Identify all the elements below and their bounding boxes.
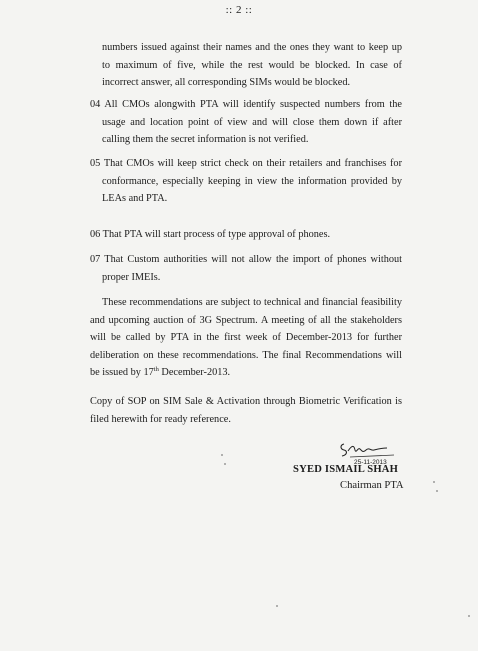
signature-date: 25-11-2013: [354, 459, 387, 466]
scan-speck: [436, 490, 438, 492]
paragraph-recommendations: [90, 294, 402, 382]
text-line: LEAs and PTA.: [102, 193, 168, 204]
text-line-last: [90, 364, 402, 382]
text-line: calling them the secret information is not verified.: [102, 134, 309, 145]
text-line: Copy of SOP on SIM Sale & Activation through Biometric Verification is: [90, 396, 402, 407]
text-line: to maximum of five, while the rest would be blocked. In case of: [102, 59, 402, 71]
text-line: These recommendations are subject to technical and financial feasibility: [102, 297, 402, 308]
text-fragment: December-2013.: [158, 367, 231, 378]
text-line: numbers issued against their names and the ones they want to keep up: [102, 42, 402, 53]
text-line: 04 All CMOs alongwith PTA will identify suspected numbers from the: [90, 99, 402, 110]
paragraph-04: [90, 96, 402, 149]
text-line: usage and location point of view and will close them down if after: [102, 116, 402, 128]
signatory-name: SYED ISMAIL SHAH: [293, 464, 399, 475]
paragraph-07: [90, 251, 402, 286]
signatory-title: Chairman PTA: [340, 480, 404, 491]
text-fragment: be issued by 17: [90, 367, 154, 378]
scan-speck: [224, 463, 226, 465]
text-line: incorrect answer, all corresponding SIMs would be blocked.: [102, 77, 351, 88]
text-line: proper IMEIs.: [102, 271, 161, 283]
text-line: 06 That PTA will start process of type approval of phones.: [90, 229, 331, 240]
text-line: will be called by PTA in the first week of December-2013 for further: [90, 332, 402, 343]
text-line: and upcoming auction of 3G Spectrum. A meeting of all the stakeholders: [90, 314, 402, 326]
scan-speck: [221, 454, 223, 456]
paragraph-05: [90, 155, 402, 208]
text-line: conformance, especially keeping in view the information provided by: [102, 175, 402, 187]
paragraph-copy-sop: [90, 393, 402, 428]
paragraph-continuation: [102, 39, 402, 92]
text-line: deliberation on these recommendations. The final Recommendations will: [90, 349, 402, 361]
scan-speck: [433, 481, 435, 483]
scan-speck: [468, 615, 470, 617]
page-number: :: 2 ::: [225, 4, 253, 16]
superscript-ordinal: th: [153, 366, 159, 373]
scan-speck: [276, 605, 278, 607]
text-line: 05 That CMOs will keep strict check on their retailers and franchises for: [90, 158, 402, 169]
text-line: 07 That Custom authorities will not allow the import of phones without: [90, 254, 402, 265]
paragraph-06: [90, 226, 402, 244]
text-line: filed herewith for ready reference.: [90, 413, 231, 425]
